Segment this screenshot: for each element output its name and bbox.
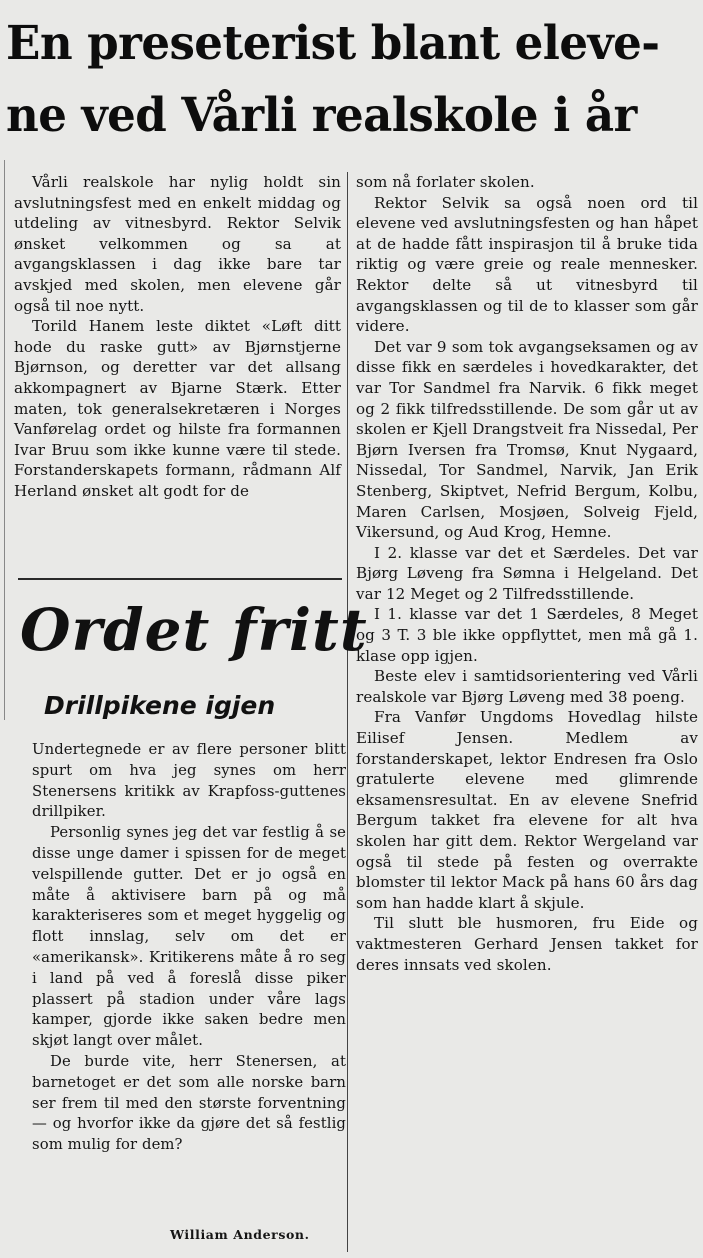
article-paragraph: Fra Vanfør Ungdoms Hovedlag hilste Eilisef Jensen. Medlem av forstanderskapet, lektor Endresen fra Oslo gratulerte elevene med glimrende eksamensresultat. En av elevene Snefrid Bergum takket fra elevene for alt hva skolen har gitt dem. Rektor Wergeland var også til stede på festen og overrakte blomster til lektor Mack på hans 60 års dag som han hadde klart å skjule. [356, 708, 698, 912]
headline [6, 8, 672, 152]
article-paragraph: Torild Hanem leste diktet «Løft ditt hode du raske gutt» av Bjørnstjerne Bjørnson, og deretter var det allsang akkompagnert av Bjarne Stærk. Etter maten, tok generalsekretæren i Norges Vanførelag ordet og hilste fra formannen Ivar Bruu som ikke kunne være til stede. Forstanderskapets formann, rådmann Alf Herland ønsket alt godt for de [14, 317, 341, 500]
article-paragraph: I 1. klasse var det 1 Særdeles, 8 Meget og 3 T. 3 ble ikke oppflyttet, men må gå 1. klase opp igjen. [356, 605, 698, 665]
letter-paragraph: Undertegnede er av flere personer blitt spurt om hva jeg synes om herr Stenersens kritikk av Krapfoss-guttenes drillpiker. [32, 741, 346, 821]
column-title: Ordet fritt [20, 596, 368, 664]
article-paragraph: Til slutt ble husmoren, fru Eide og vaktmesteren Gerhard Jensen takket for deres innsats ved skolen. [356, 914, 698, 974]
letter-paragraph: Personlig synes jeg det var festlig å se disse unge damer i spissen for de meget velspillende gutter. Det er jo også en måte å aktivisere barn på og må karakteriseres som et meget hyggelig og flott innslag, selv om det er «amerikansk». Kritikerens måte å ro seg i land på ved å foreslå disse piker plassert på stadion under våre lags kamper, gjorde ikke saken bedre men skjøt langt over målet. [32, 824, 346, 1050]
page-edge-line [4, 160, 5, 720]
article-paragraph: Vårli realskole har nylig holdt sin avslutningsfest med en enkelt middag og utdeling av vitnesbyrd. Rektor Selvik ønsket velkommen og sa at avgangsklassen i dag ikke bare tar avskjed med skolen, men elevene går også til noe nytt. [14, 173, 341, 315]
column-divider [347, 172, 348, 1252]
letter-body [32, 740, 346, 1156]
article-right-column [356, 172, 698, 975]
article-paragraph: Det var 9 som tok avgangseksamen og av disse fikk en særdeles i hovedkarakter, det var Tor Sandmel fra Narvik. 6 fikk meget og 2 fikk tilfredsstillende. De som går ut av skolen er Kjell Drangstveit fra Nissedal, Per Bjørn Iversen fra Tromsø, Knut Nygaard, Nissedal, Tor Sandmel, Narvik, Jan Erik Stenberg, Skiptvet, Nefrid Bergum, Kolbu, Maren Carlsen, Mosjøen, Solveig Fjeld, Vikersund, og Aud Krog, Hemne. [356, 337, 698, 542]
headline-line-2: ne ved Vårli realskole i år [6, 88, 637, 143]
article-paragraph: Rektor Selvik sa også noen ord til elevene ved avslutningsfesten og han håpet at de hadde fått inspirasjon til å bruke tida riktig og være greie og reale mennesker. Rektor delte så ut vitnesbyrd til avgangsklassen og til de to klasser som går videre. [356, 193, 698, 336]
article-paragraph: som nå forlater skolen. [356, 173, 535, 191]
section-separator [18, 578, 342, 580]
letter-signature: William Anderson. [170, 1227, 310, 1242]
headline-line-1: En preseterist blant eleve- [6, 16, 660, 71]
article-paragraph: Beste elev i samtidsorientering ved Vårli realskole var Bjørg Løveng med 38 poeng. [356, 667, 698, 706]
letter-title: Drillpikene igjen [44, 691, 276, 720]
letter-paragraph: De burde vite, herr Stenersen, at barnetoget er det som alle norske barn ser frem til med den største forventning — og hvorfor ikke da gjøre det så festlig som mulig for dem? [32, 1052, 346, 1154]
article-left-column [14, 172, 341, 502]
article-paragraph: I 2. klasse var det et Særdeles. Det var Bjørg Løveng fra Sømna i Helgeland. Det var 12 Meget og 2 Tilfredsstillende. [356, 543, 698, 603]
